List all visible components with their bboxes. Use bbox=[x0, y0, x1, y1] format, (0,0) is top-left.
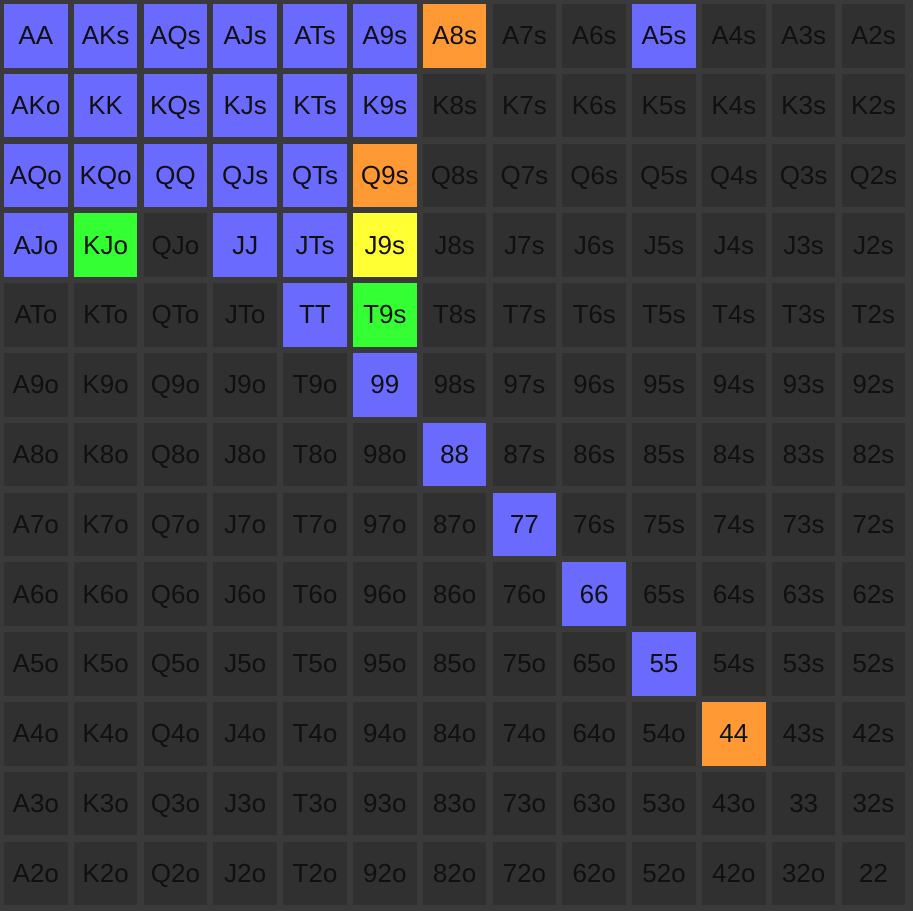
hand-cell-T7o[interactable]: T7o bbox=[283, 493, 347, 557]
hand-cell-J8o[interactable]: J8o bbox=[213, 423, 277, 487]
hand-cell-K6o[interactable]: K6o bbox=[74, 562, 138, 626]
hand-cell-88[interactable]: 88 bbox=[423, 423, 487, 487]
hand-cell-86o[interactable]: 86o bbox=[423, 562, 487, 626]
hand-cell-33[interactable]: 33 bbox=[772, 772, 836, 836]
hand-cell-A6o[interactable]: A6o bbox=[4, 562, 68, 626]
hand-cell-K3s[interactable]: K3s bbox=[772, 74, 836, 138]
hand-cell-64o[interactable]: 64o bbox=[562, 702, 626, 766]
hand-cell-84o[interactable]: 84o bbox=[423, 702, 487, 766]
hand-cell-Q5s[interactable]: Q5s bbox=[632, 144, 696, 208]
hand-cell-75o[interactable]: 75o bbox=[493, 632, 557, 696]
hand-cell-T5o[interactable]: T5o bbox=[283, 632, 347, 696]
hand-cell-93o[interactable]: 93o bbox=[353, 772, 417, 836]
hand-cell-A8o[interactable]: A8o bbox=[4, 423, 68, 487]
hand-cell-ATs[interactable]: ATs bbox=[283, 4, 347, 68]
hand-cell-72s[interactable]: 72s bbox=[842, 493, 906, 557]
hand-cell-K9o[interactable]: K9o bbox=[74, 353, 138, 417]
hand-cell-75s[interactable]: 75s bbox=[632, 493, 696, 557]
hand-cell-K5o[interactable]: K5o bbox=[74, 632, 138, 696]
hand-cell-KJs[interactable]: KJs bbox=[213, 74, 277, 138]
hand-cell-A4s[interactable]: A4s bbox=[702, 4, 766, 68]
hand-cell-K4o[interactable]: K4o bbox=[74, 702, 138, 766]
hand-cell-Q3o[interactable]: Q3o bbox=[144, 772, 208, 836]
hand-cell-A8s[interactable]: A8s bbox=[423, 4, 487, 68]
hand-cell-63s[interactable]: 63s bbox=[772, 562, 836, 626]
hand-cell-T5s[interactable]: T5s bbox=[632, 283, 696, 347]
hand-cell-T4s[interactable]: T4s bbox=[702, 283, 766, 347]
hand-cell-53o[interactable]: 53o bbox=[632, 772, 696, 836]
hand-cell-Q2s[interactable]: Q2s bbox=[842, 144, 906, 208]
hand-cell-J3s[interactable]: J3s bbox=[772, 213, 836, 277]
hand-cell-32o[interactable]: 32o bbox=[772, 842, 836, 906]
hand-cell-Q8o[interactable]: Q8o bbox=[144, 423, 208, 487]
hand-cell-85o[interactable]: 85o bbox=[423, 632, 487, 696]
hand-cell-JTo[interactable]: JTo bbox=[213, 283, 277, 347]
hand-cell-T9s[interactable]: T9s bbox=[353, 283, 417, 347]
hand-cell-74s[interactable]: 74s bbox=[702, 493, 766, 557]
hand-cell-Q5o[interactable]: Q5o bbox=[144, 632, 208, 696]
hand-cell-KK[interactable]: KK bbox=[74, 74, 138, 138]
hand-cell-A3s[interactable]: A3s bbox=[772, 4, 836, 68]
hand-cell-A3o[interactable]: A3o bbox=[4, 772, 68, 836]
hand-cell-94s[interactable]: 94s bbox=[702, 353, 766, 417]
hand-cell-94o[interactable]: 94o bbox=[353, 702, 417, 766]
hand-cell-J2s[interactable]: J2s bbox=[842, 213, 906, 277]
hand-cell-J4s[interactable]: J4s bbox=[702, 213, 766, 277]
hand-cell-85s[interactable]: 85s bbox=[632, 423, 696, 487]
hand-cell-T7s[interactable]: T7s bbox=[493, 283, 557, 347]
hand-cell-AJs[interactable]: AJs bbox=[213, 4, 277, 68]
hand-cell-QJo[interactable]: QJo bbox=[144, 213, 208, 277]
hand-cell-77[interactable]: 77 bbox=[493, 493, 557, 557]
hand-cell-ATo[interactable]: ATo bbox=[4, 283, 68, 347]
hand-cell-64s[interactable]: 64s bbox=[702, 562, 766, 626]
hand-cell-A6s[interactable]: A6s bbox=[562, 4, 626, 68]
hand-cell-J4o[interactable]: J4o bbox=[213, 702, 277, 766]
hand-cell-Q4o[interactable]: Q4o bbox=[144, 702, 208, 766]
hand-cell-K4s[interactable]: K4s bbox=[702, 74, 766, 138]
hand-cell-66[interactable]: 66 bbox=[562, 562, 626, 626]
hand-cell-KTs[interactable]: KTs bbox=[283, 74, 347, 138]
hand-cell-62s[interactable]: 62s bbox=[842, 562, 906, 626]
hand-cell-99[interactable]: 99 bbox=[353, 353, 417, 417]
hand-cell-KJo[interactable]: KJo bbox=[74, 213, 138, 277]
hand-cell-A5s[interactable]: A5s bbox=[632, 4, 696, 68]
hand-cell-TT[interactable]: TT bbox=[283, 283, 347, 347]
hand-cell-95o[interactable]: 95o bbox=[353, 632, 417, 696]
hand-cell-J8s[interactable]: J8s bbox=[423, 213, 487, 277]
hand-cell-AKo[interactable]: AKo bbox=[4, 74, 68, 138]
hand-cell-87s[interactable]: 87s bbox=[493, 423, 557, 487]
hand-cell-T3s[interactable]: T3s bbox=[772, 283, 836, 347]
hand-cell-JJ[interactable]: JJ bbox=[213, 213, 277, 277]
hand-cell-K3o[interactable]: K3o bbox=[74, 772, 138, 836]
hand-cell-K7o[interactable]: K7o bbox=[74, 493, 138, 557]
hand-cell-82s[interactable]: 82s bbox=[842, 423, 906, 487]
hand-cell-73s[interactable]: 73s bbox=[772, 493, 836, 557]
hand-cell-63o[interactable]: 63o bbox=[562, 772, 626, 836]
hand-cell-42s[interactable]: 42s bbox=[842, 702, 906, 766]
hand-cell-K2s[interactable]: K2s bbox=[842, 74, 906, 138]
hand-cell-32s[interactable]: 32s bbox=[842, 772, 906, 836]
hand-cell-Q7s[interactable]: Q7s bbox=[493, 144, 557, 208]
hand-cell-98o[interactable]: 98o bbox=[353, 423, 417, 487]
hand-cell-K6s[interactable]: K6s bbox=[562, 74, 626, 138]
hand-cell-T3o[interactable]: T3o bbox=[283, 772, 347, 836]
hand-cell-T2o[interactable]: T2o bbox=[283, 842, 347, 906]
hand-cell-QJs[interactable]: QJs bbox=[213, 144, 277, 208]
hand-cell-96o[interactable]: 96o bbox=[353, 562, 417, 626]
hand-cell-J2o[interactable]: J2o bbox=[213, 842, 277, 906]
hand-cell-65o[interactable]: 65o bbox=[562, 632, 626, 696]
hand-cell-54s[interactable]: 54s bbox=[702, 632, 766, 696]
hand-cell-J9o[interactable]: J9o bbox=[213, 353, 277, 417]
hand-cell-J7o[interactable]: J7o bbox=[213, 493, 277, 557]
hand-cell-AKs[interactable]: AKs bbox=[74, 4, 138, 68]
hand-cell-T6o[interactable]: T6o bbox=[283, 562, 347, 626]
hand-cell-T8s[interactable]: T8s bbox=[423, 283, 487, 347]
hand-cell-72o[interactable]: 72o bbox=[493, 842, 557, 906]
hand-cell-55[interactable]: 55 bbox=[632, 632, 696, 696]
hand-cell-KQo[interactable]: KQo bbox=[74, 144, 138, 208]
hand-cell-A7s[interactable]: A7s bbox=[493, 4, 557, 68]
hand-cell-AQo[interactable]: AQo bbox=[4, 144, 68, 208]
hand-cell-J9s[interactable]: J9s bbox=[353, 213, 417, 277]
hand-cell-T8o[interactable]: T8o bbox=[283, 423, 347, 487]
hand-cell-K2o[interactable]: K2o bbox=[74, 842, 138, 906]
hand-cell-A9s[interactable]: A9s bbox=[353, 4, 417, 68]
hand-cell-A7o[interactable]: A7o bbox=[4, 493, 68, 557]
hand-cell-KQs[interactable]: KQs bbox=[144, 74, 208, 138]
hand-cell-A9o[interactable]: A9o bbox=[4, 353, 68, 417]
hand-cell-86s[interactable]: 86s bbox=[562, 423, 626, 487]
hand-cell-K8o[interactable]: K8o bbox=[74, 423, 138, 487]
hand-cell-AJo[interactable]: AJo bbox=[4, 213, 68, 277]
hand-cell-98s[interactable]: 98s bbox=[423, 353, 487, 417]
hand-cell-A2s[interactable]: A2s bbox=[842, 4, 906, 68]
hand-cell-K7s[interactable]: K7s bbox=[493, 74, 557, 138]
hand-cell-KTo[interactable]: KTo bbox=[74, 283, 138, 347]
hand-cell-76o[interactable]: 76o bbox=[493, 562, 557, 626]
hand-cell-43s[interactable]: 43s bbox=[772, 702, 836, 766]
hand-cell-Q9s[interactable]: Q9s bbox=[353, 144, 417, 208]
hand-cell-T4o[interactable]: T4o bbox=[283, 702, 347, 766]
hand-cell-43o[interactable]: 43o bbox=[702, 772, 766, 836]
hand-cell-K8s[interactable]: K8s bbox=[423, 74, 487, 138]
hand-cell-52o[interactable]: 52o bbox=[632, 842, 696, 906]
hand-cell-T6s[interactable]: T6s bbox=[562, 283, 626, 347]
hand-cell-Q9o[interactable]: Q9o bbox=[144, 353, 208, 417]
hand-cell-83s[interactable]: 83s bbox=[772, 423, 836, 487]
hand-cell-76s[interactable]: 76s bbox=[562, 493, 626, 557]
hand-cell-44[interactable]: 44 bbox=[702, 702, 766, 766]
hand-cell-J6s[interactable]: J6s bbox=[562, 213, 626, 277]
hand-cell-Q7o[interactable]: Q7o bbox=[144, 493, 208, 557]
hand-cell-A4o[interactable]: A4o bbox=[4, 702, 68, 766]
hand-cell-74o[interactable]: 74o bbox=[493, 702, 557, 766]
hand-cell-Q6o[interactable]: Q6o bbox=[144, 562, 208, 626]
hand-cell-73o[interactable]: 73o bbox=[493, 772, 557, 836]
hand-cell-92o[interactable]: 92o bbox=[353, 842, 417, 906]
hand-cell-J6o[interactable]: J6o bbox=[213, 562, 277, 626]
hand-cell-Q2o[interactable]: Q2o bbox=[144, 842, 208, 906]
hand-cell-T2s[interactable]: T2s bbox=[842, 283, 906, 347]
hand-cell-65s[interactable]: 65s bbox=[632, 562, 696, 626]
hand-cell-A2o[interactable]: A2o bbox=[4, 842, 68, 906]
hand-cell-52s[interactable]: 52s bbox=[842, 632, 906, 696]
hand-cell-QTs[interactable]: QTs bbox=[283, 144, 347, 208]
hand-cell-84s[interactable]: 84s bbox=[702, 423, 766, 487]
hand-cell-97s[interactable]: 97s bbox=[493, 353, 557, 417]
hand-cell-62o[interactable]: 62o bbox=[562, 842, 626, 906]
hand-cell-J3o[interactable]: J3o bbox=[213, 772, 277, 836]
hand-cell-Q8s[interactable]: Q8s bbox=[423, 144, 487, 208]
hand-cell-J5o[interactable]: J5o bbox=[213, 632, 277, 696]
hand-cell-AA[interactable]: AA bbox=[4, 4, 68, 68]
hand-cell-22[interactable]: 22 bbox=[842, 842, 906, 906]
hand-cell-92s[interactable]: 92s bbox=[842, 353, 906, 417]
hand-cell-95s[interactable]: 95s bbox=[632, 353, 696, 417]
hand-cell-96s[interactable]: 96s bbox=[562, 353, 626, 417]
hand-cell-JTs[interactable]: JTs bbox=[283, 213, 347, 277]
hand-cell-97o[interactable]: 97o bbox=[353, 493, 417, 557]
hand-cell-Q4s[interactable]: Q4s bbox=[702, 144, 766, 208]
hand-cell-83o[interactable]: 83o bbox=[423, 772, 487, 836]
hand-cell-93s[interactable]: 93s bbox=[772, 353, 836, 417]
hand-cell-53s[interactable]: 53s bbox=[772, 632, 836, 696]
hand-cell-Q3s[interactable]: Q3s bbox=[772, 144, 836, 208]
hand-cell-AQs[interactable]: AQs bbox=[144, 4, 208, 68]
hand-cell-82o[interactable]: 82o bbox=[423, 842, 487, 906]
hand-cell-K9s[interactable]: K9s bbox=[353, 74, 417, 138]
hand-cell-J7s[interactable]: J7s bbox=[493, 213, 557, 277]
hand-cell-T9o[interactable]: T9o bbox=[283, 353, 347, 417]
hand-cell-QQ[interactable]: QQ bbox=[144, 144, 208, 208]
hand-cell-QTo[interactable]: QTo bbox=[144, 283, 208, 347]
hand-cell-J5s[interactable]: J5s bbox=[632, 213, 696, 277]
hand-cell-54o[interactable]: 54o bbox=[632, 702, 696, 766]
hand-cell-42o[interactable]: 42o bbox=[702, 842, 766, 906]
hand-cell-K5s[interactable]: K5s bbox=[632, 74, 696, 138]
hand-cell-87o[interactable]: 87o bbox=[423, 493, 487, 557]
hand-cell-A5o[interactable]: A5o bbox=[4, 632, 68, 696]
hand-cell-Q6s[interactable]: Q6s bbox=[562, 144, 626, 208]
